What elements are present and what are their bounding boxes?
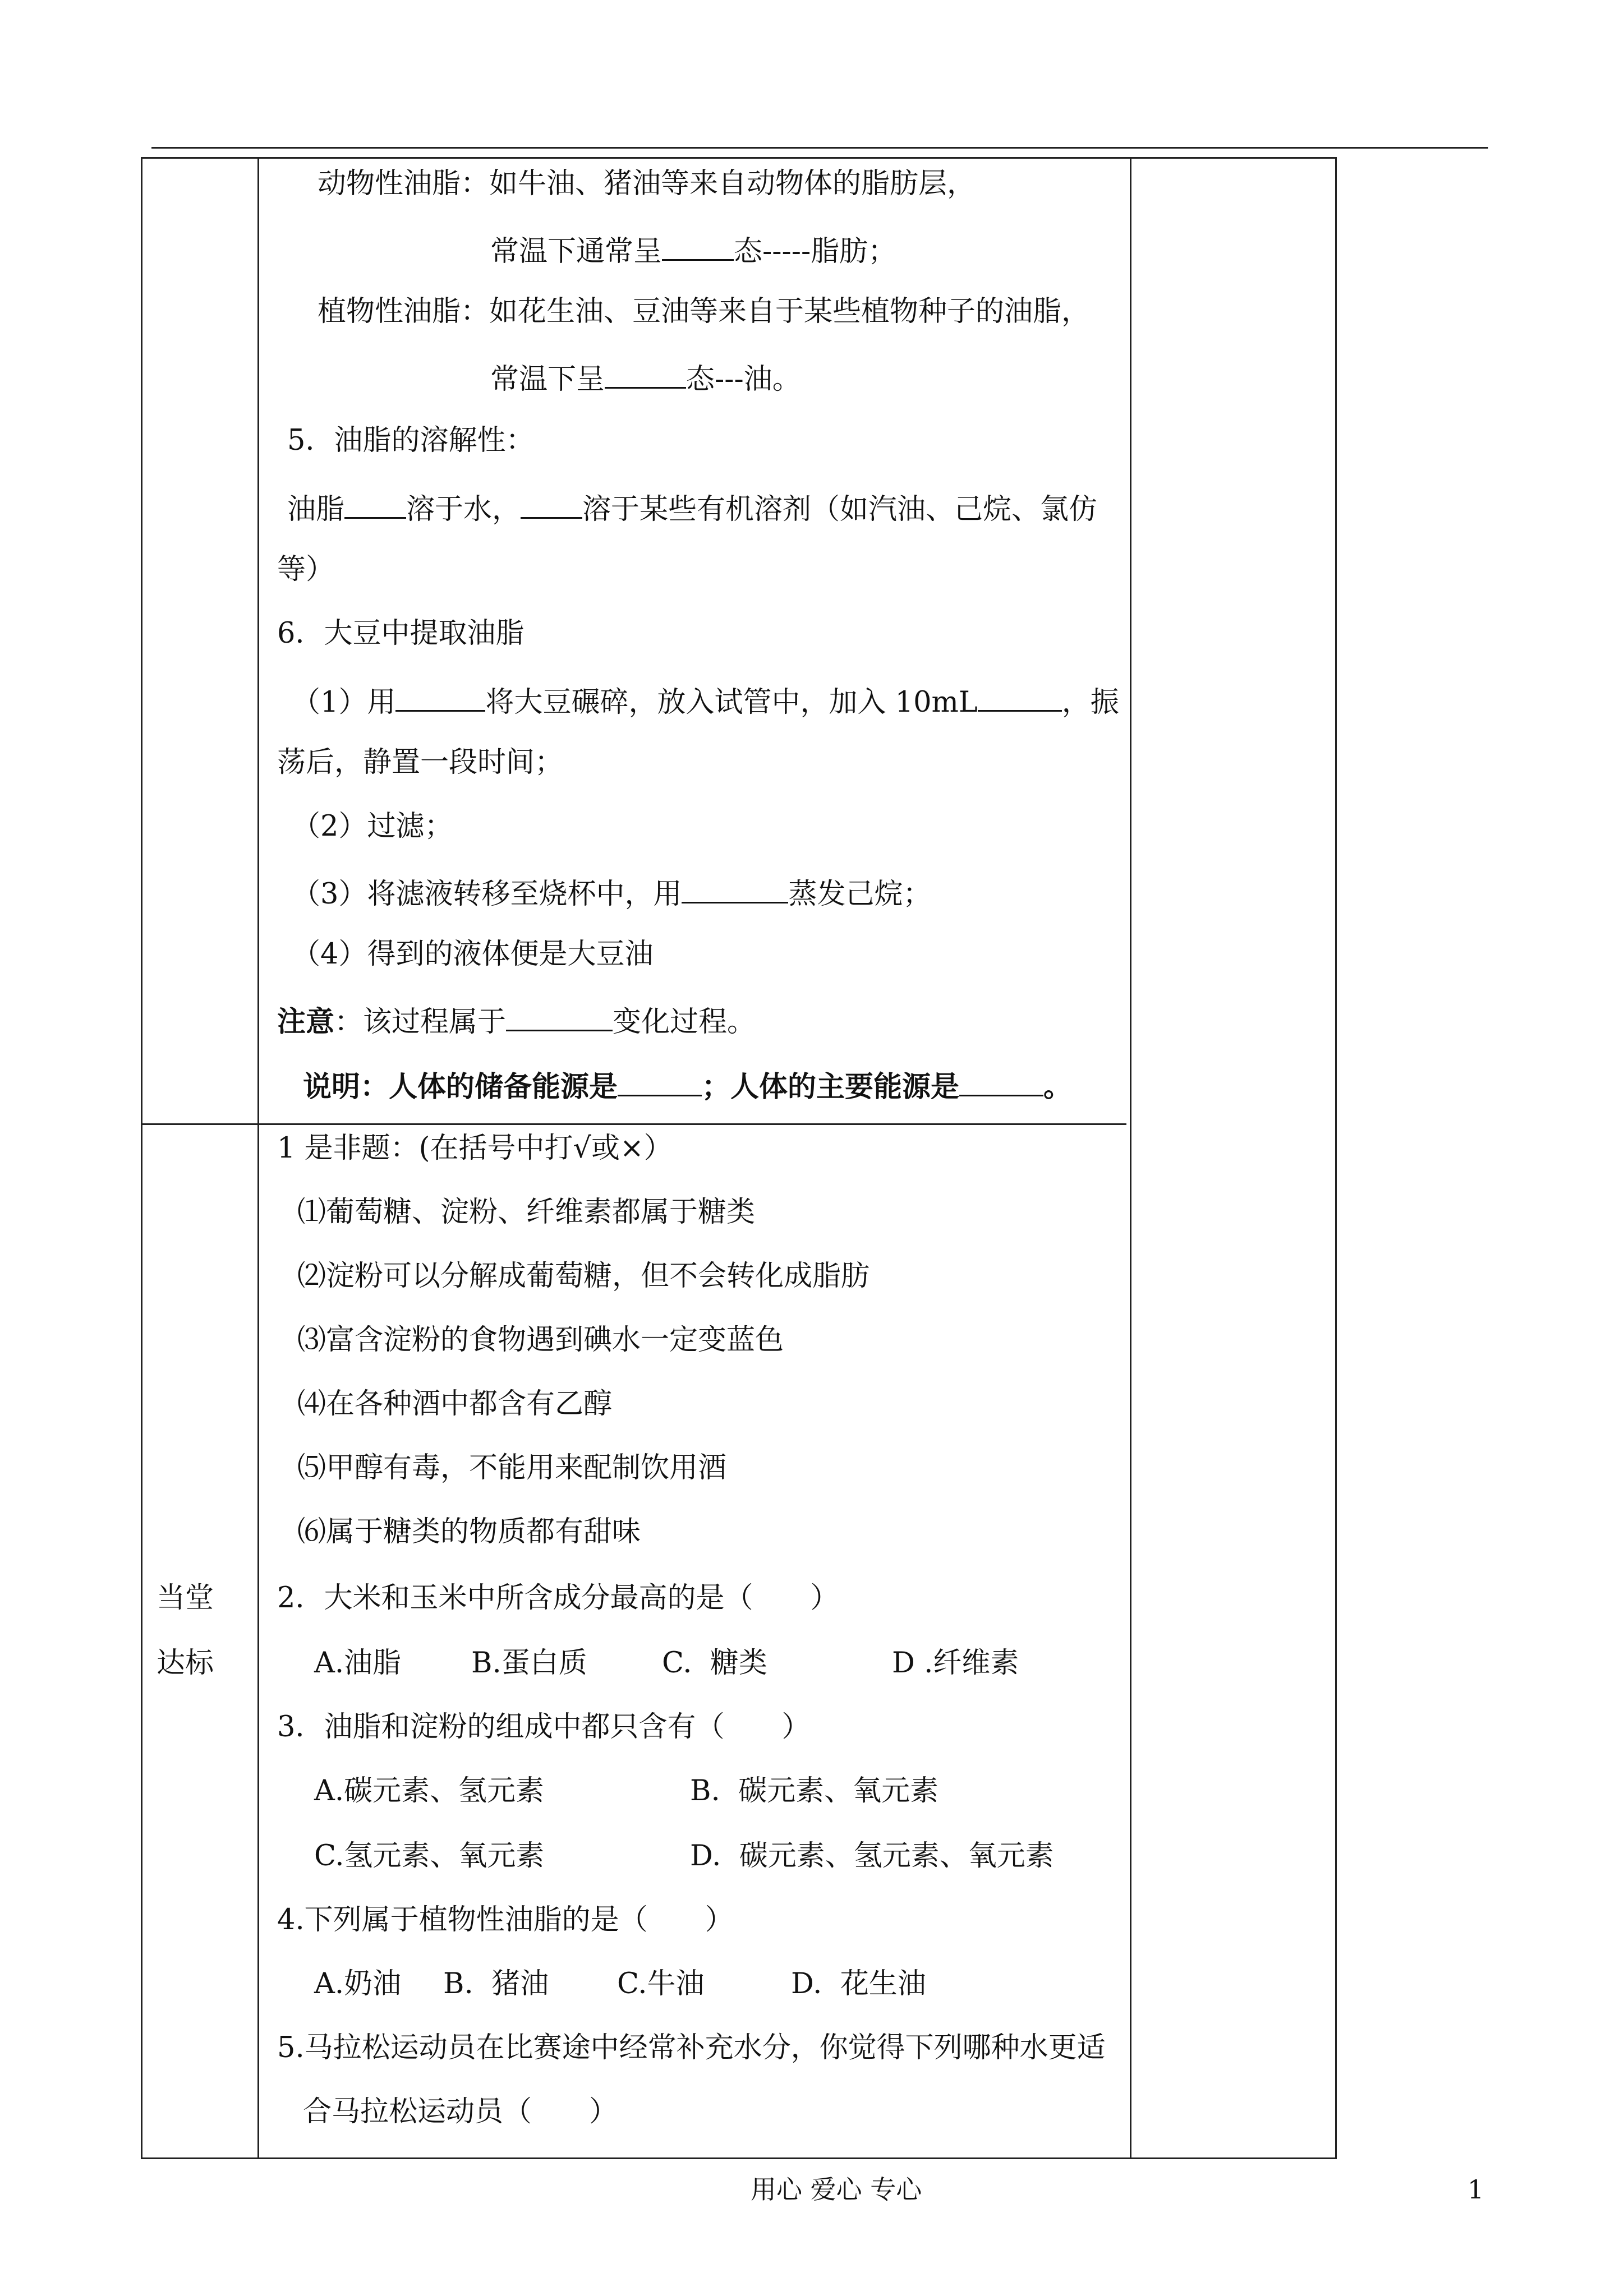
q4-option-d: D. 花生油: [791, 1967, 926, 2000]
side-label-line2: 达标: [157, 1647, 214, 1680]
q3-option-a: A.碳元素、氢元素: [314, 1774, 545, 1808]
answer-blank[interactable]: [682, 874, 788, 903]
q3-option-c: C.氢元素、氧元素: [314, 1839, 545, 1873]
q2-option-b: B.蛋白质: [471, 1647, 587, 1680]
q2-title: 2．大米和玉米中所含成分最高的是（ ）: [277, 1582, 839, 1615]
q3-option-b: B. 碳元素、氧元素: [690, 1774, 939, 1808]
solubility-line2: 等）: [277, 553, 335, 586]
q4-option-c: C.牛油: [617, 1967, 705, 2000]
q1-item: ⑴葡萄糖、淀粉、纤维素都属于糖类: [297, 1196, 756, 1229]
q3-title: 3．油脂和淀粉的组成中都只含有（ ）: [277, 1711, 811, 1744]
animal-fat-line2: 常温下通常呈 态-----脂肪；: [490, 231, 896, 269]
solubility-title: 5．油脂的溶解性：: [287, 424, 535, 457]
plant-fat-line2: 常温下呈 态---油。: [490, 359, 801, 397]
plant-fat-line1: 植物性油脂：如花生油、豆油等来自于某些植物种子的油脂，: [318, 295, 1091, 328]
q1-item: ⑹属于糖类的物质都有甜味: [297, 1515, 641, 1548]
answer-blank[interactable]: [618, 1067, 702, 1096]
q1-title: 1 是非题：(在括号中打√或×）: [277, 1132, 673, 1165]
side-label-line1: 当堂: [157, 1582, 214, 1615]
step1-line1: （1）用 将大豆碾碎，放入试管中，加入 10mL ，振: [292, 682, 1119, 720]
answer-blank[interactable]: [395, 682, 485, 712]
note-line: 注意：该过程属于 变化过程。: [277, 1002, 756, 1039]
answer-blank[interactable]: [662, 231, 734, 261]
column-divider-right: [1130, 159, 1131, 2157]
step1-line2: 荡后，静置一段时间；: [277, 746, 564, 779]
step4: （4）得到的液体便是大豆油: [292, 938, 654, 971]
answer-blank[interactable]: [521, 489, 582, 519]
q1-item: ⑶富含淀粉的食物遇到碘水一定变蓝色: [297, 1324, 784, 1357]
q4-title: 4.下列属于植物性油脂的是（ ）: [277, 1903, 734, 1937]
q2-option-c: C. 糖类: [662, 1647, 767, 1680]
answer-blank[interactable]: [978, 682, 1062, 712]
q1-item: ⑷在各种酒中都含有乙醇: [297, 1387, 613, 1421]
answer-blank[interactable]: [344, 489, 406, 519]
q1-item: ⑵淀粉可以分解成葡萄糖，但不会转化成脂肪: [297, 1260, 870, 1293]
explain-line: 说明：人体的储备能源是 ；人体的主要能源是 。: [303, 1067, 1072, 1104]
solubility-line1: 油脂 溶于水， 溶于某些有机溶剂（如汽油、己烷、氯仿: [287, 489, 1097, 527]
footer-motto: 用心 爱心 专心: [751, 2174, 922, 2205]
animal-fat-line1: 动物性油脂：如牛油、猪油等来自动物体的脂肪层，: [318, 167, 976, 200]
extract-title: 6．大豆中提取油脂: [277, 617, 525, 650]
step2: （2）过滤；: [292, 810, 453, 843]
q2-option-a: A.油脂: [314, 1647, 402, 1680]
q1-item: ⑸甲醇有毒，不能用来配制饮用酒: [297, 1451, 727, 1484]
q5-line1: 5.马拉松运动员在比赛途中经常补充水分，你觉得下列哪种水更适: [277, 2031, 1106, 2064]
q5-line2: 合马拉松运动员（ ）: [303, 2095, 618, 2128]
header-rule: [151, 147, 1488, 149]
q2-option-d: D .纤维素: [892, 1647, 1019, 1680]
q4-option-b: B. 猪油: [443, 1967, 549, 2000]
step3: （3）将滤液转移至烧杯中，用 蒸发己烷；: [292, 874, 931, 911]
page-number: 1: [1467, 2174, 1484, 2205]
answer-blank[interactable]: [959, 1067, 1043, 1096]
answer-blank[interactable]: [605, 359, 686, 389]
answer-blank[interactable]: [506, 1002, 613, 1031]
q4-option-a: A.奶油: [314, 1967, 402, 2000]
row-divider: [142, 1123, 1126, 1125]
column-divider-left: [257, 159, 259, 2157]
q3-option-d: D. 碳元素、氢元素、氧元素: [690, 1839, 1054, 1873]
